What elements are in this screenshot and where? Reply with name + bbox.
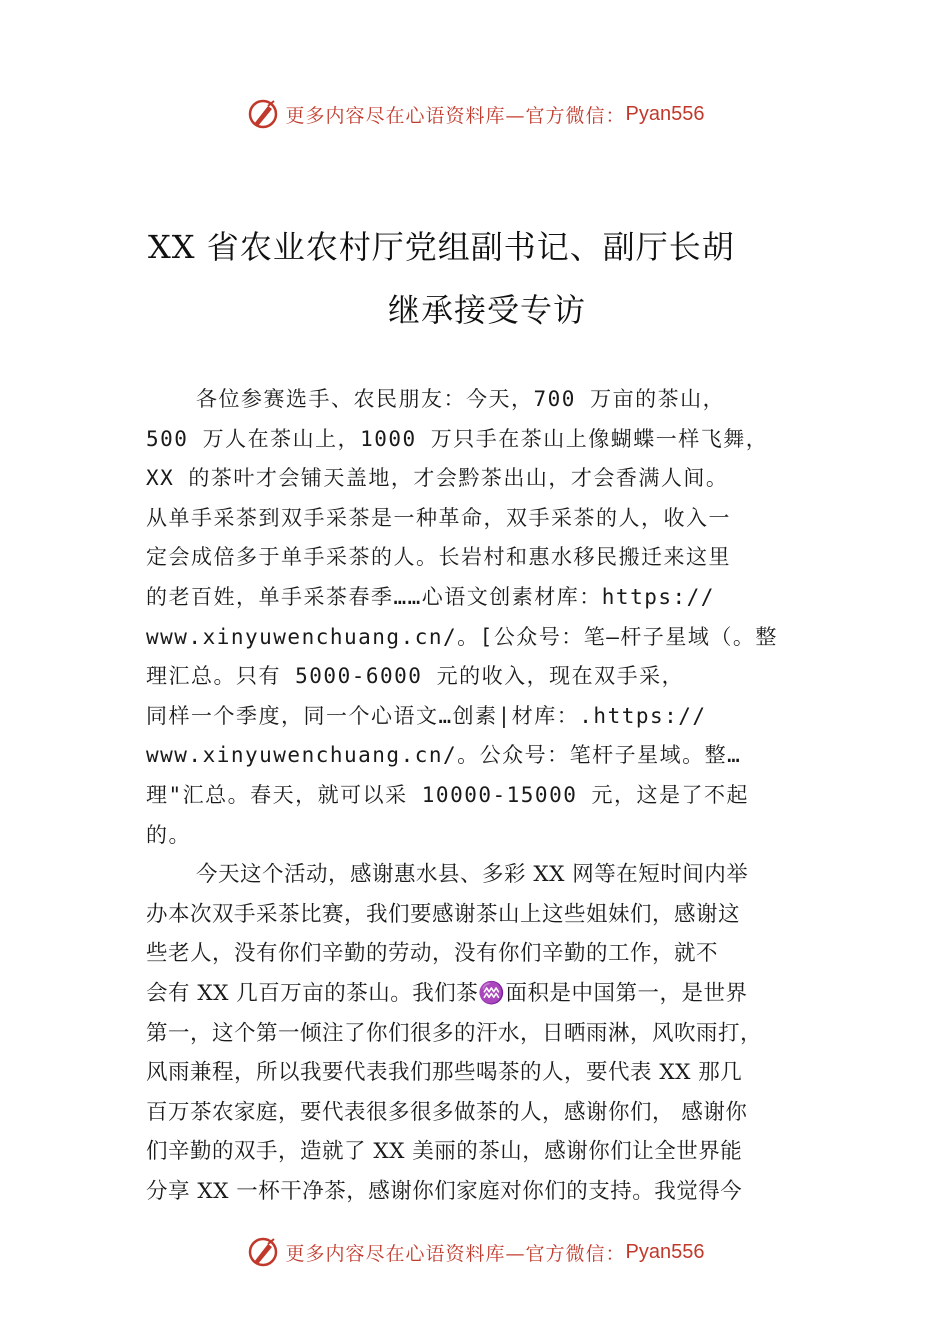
body-line: 会有 XX 几百万亩的茶山。我们茶♒面积是中国第一，是世界 [146, 980, 748, 1006]
watermark-text: 更多内容尽在心语资料库—官方微信： [285, 104, 626, 127]
quill-seal-icon [246, 1235, 280, 1269]
quill-seal-icon [246, 97, 280, 131]
body-line: 百万茶农家庭，要代表很多很多做茶的人，感谢你们， 感谢你 [146, 1099, 748, 1125]
body-line: 理"汇总。春天，就可以采 10000-15000 元，这是了不起 [146, 782, 750, 807]
body-line: 今天这个活动，感谢惠水县、多彩 XX 网等在短时间内举 [196, 862, 749, 888]
footer-watermark [0, 1232, 950, 1272]
body-line: www.xinyuwenchuang.cn/。[公众号：笔—杆子星域（。整 [146, 624, 778, 649]
body-line: www.xinyuwenchuang.cn/。公众号：笔杆子星域。整… [146, 743, 742, 768]
watermark-wechat-id: Pyan556 [625, 102, 705, 125]
watermark-text: 更多内容尽在心语资料库—官方微信： [285, 1242, 626, 1265]
body-line: 第一，这个第一倾注了你们很多的汗水，日晒雨淋，风吹雨打， [146, 1020, 763, 1046]
body-line: 的老百姓，单手采茶春季……心语文创素材库：https:// [146, 584, 715, 609]
body-line: 们辛勤的双手，造就了 XX 美丽的茶山，感谢你们让全世界能 [146, 1139, 743, 1165]
body-line: 些老人，没有你们辛勤的劳动，没有你们辛勤的工作，就不 [146, 941, 719, 967]
body-line: XX 的茶叶才会铺天盖地，才会黔茶出山，才会香满人间。 [146, 466, 729, 491]
body-line: 的。 [146, 822, 191, 847]
body-line: 500 万人在茶山上，1000 万只手在茶山上像蝴蝶一样飞舞， [146, 426, 769, 451]
body-line: 各位参赛选手、农民朋友：今天，700 万亩的茶山， [196, 387, 726, 411]
body-line: 同样一个季度，同一个心语文…创素|材库：.https:// [146, 703, 707, 728]
header-watermark [0, 94, 950, 134]
document-body [146, 380, 836, 1211]
body-line: 分享 XX 一杯干净茶，感谢你们家庭对你们的支持。我觉得今 [146, 1178, 743, 1204]
document-title-line-1: XX 省农业农村厅党组副书记、副厅长胡 [148, 228, 735, 266]
body-line: 理汇总。只有 5000-6000 元的收入，现在双手采， [146, 664, 685, 689]
body-line: 从单手采茶到双手采茶是一种革命，双手采茶的人，收入一 [146, 505, 731, 530]
body-line: 办本次双手采茶比赛，我们要感谢茶山上这些姐妹们，感谢这 [146, 901, 741, 927]
body-line: 定会成倍多于单手采茶的人。长岩村和惠水移民搬迁来这里 [146, 545, 731, 570]
body-line: 风雨兼程，所以我要代表我们那些喝茶的人，要代表 XX 那几 [146, 1060, 743, 1086]
watermark-wechat-id: Pyan556 [625, 1240, 705, 1263]
document-title-line-2: 继承接受专访 [388, 291, 587, 329]
